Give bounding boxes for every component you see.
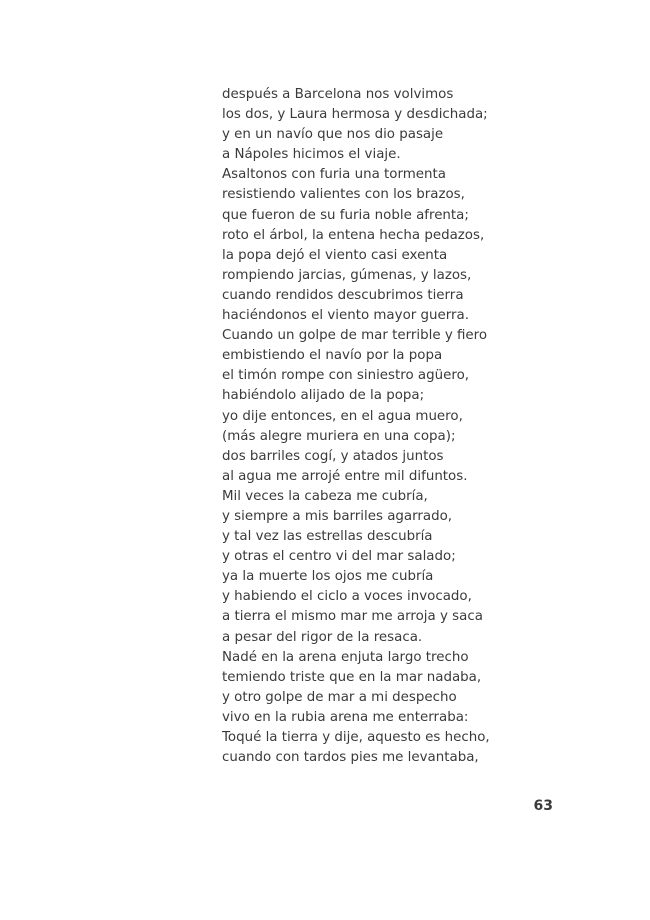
verse-line: y otras el centro vi del mar salado;: [222, 549, 456, 565]
verse-line: Cuando un golpe de mar terrible y fiero: [222, 328, 488, 344]
verse-line: temiendo triste que en la mar nadaba,: [222, 669, 482, 685]
verse-line: a Nápoles hicimos el viaje.: [222, 147, 401, 163]
verse-line: dos barriles cogí, y atados juntos: [222, 448, 444, 464]
verse-line: Nadé en la arena enjuta largo trecho: [222, 649, 469, 665]
verse-line: vivo en la rubia arena me enterraba:: [222, 709, 469, 725]
verse-line: Mil veces la cabeza me cubría,: [222, 488, 428, 504]
verse-line: y en un navío que nos dio pasaje: [222, 127, 444, 143]
verse-line: (más alegre muriera en una copa);: [222, 428, 456, 444]
verse-line: roto el árbol, la entena hecha pedazos,: [222, 227, 485, 243]
verse-line: Toqué la tierra y dije, aquesto es hecho,: [222, 730, 490, 745]
verse-line: a tierra el mismo mar me arroja y saca: [222, 609, 483, 625]
verse-line: y otro golpe de mar a mi despecho: [222, 689, 457, 705]
verse-line: después a Barcelona nos volvimos: [222, 87, 454, 102]
verse-line: el timón rompe con siniestro agüero,: [222, 368, 470, 384]
verse-line: y siempre a mis barriles agarrado,: [222, 508, 453, 524]
verse-line: embistiendo el navío por la popa: [222, 348, 443, 364]
verse-line: haciéndonos el viento mayor guerra.: [222, 308, 469, 324]
verse-line: Asaltonos con furia una tormenta: [222, 167, 446, 183]
verse-line: rompiendo jarcias, gúmenas, y lazos,: [222, 267, 472, 283]
verse-line: y tal vez las estrellas descubría: [222, 529, 433, 545]
verse-line: la popa dejó el viento casi exenta: [222, 247, 448, 263]
verse-line: ya la muerte los ojos me cubría: [222, 569, 434, 585]
verse-line: al agua me arrojé entre mil difuntos.: [222, 468, 468, 484]
verse-block: [222, 85, 562, 768]
verse-line: cuando con tardos pies me levantaba,: [222, 750, 479, 766]
verse-line: resistiendo valientes con los brazos,: [222, 187, 465, 203]
page-number: 63: [533, 798, 553, 814]
verse-line: cuando rendidos descubrimos tierra: [222, 287, 464, 303]
verse-line: a pesar del rigor de la resaca.: [222, 629, 423, 645]
verse-line: habiéndolo alijado de la popa;: [222, 388, 425, 404]
verse-line: los dos, y Laura hermosa y desdichada;: [222, 107, 488, 123]
verse-line: que fueron de su furia noble afrenta;: [222, 207, 469, 223]
verse-line: yo dije entonces, en el agua muero,: [222, 408, 463, 424]
verse-line: y habiendo el ciclo a voces invocado,: [222, 589, 472, 605]
